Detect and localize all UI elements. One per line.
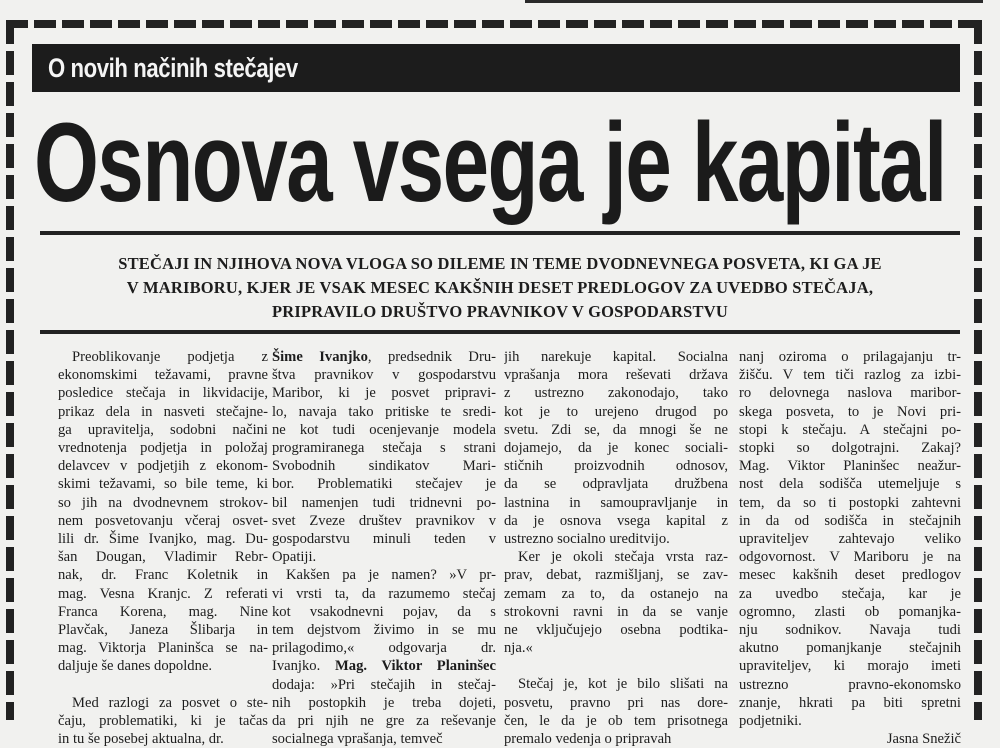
- body-line: in tu še posebej aktualna, dr.: [58, 731, 224, 748]
- body-line: zemam za to, da ostanejo na: [504, 585, 728, 602]
- body-line: posledice stečaja in likvidacije,: [58, 385, 268, 402]
- paragraph-gap: [504, 657, 728, 675]
- body-line: lo, navaja tako pritiske te sredi-: [272, 403, 496, 420]
- body-line: skega posveta, to je Novi pri-: [739, 403, 961, 420]
- body-line: dojamejo, da je konec sociali-: [504, 440, 728, 457]
- frame-dashed-border-top: [6, 20, 982, 28]
- body-line: vi vrsti ta, da razumemo stečaj: [272, 585, 496, 602]
- body-line: da pri njih ne gre za reševanje: [272, 713, 496, 730]
- kicker-banner: [32, 44, 960, 92]
- body-line: nost dela sodišča utemeljuje s: [739, 476, 961, 493]
- body-line: tem dejstvom živimo in se mu: [272, 622, 496, 639]
- paragraph-gap: [58, 676, 268, 694]
- body-line: vrednotenja podjetja in položaj: [58, 440, 268, 457]
- body-line: lastnina in samoupravljanje in: [504, 494, 728, 511]
- body-line: mag. Viktorja Planinšca se na-: [58, 640, 268, 657]
- deck-rule: [40, 330, 960, 334]
- body-line: šan Dougan, Vladimir Rebr-: [58, 549, 268, 566]
- body-line: posvetu, pravno pri nas dore-: [504, 694, 728, 711]
- body-line: z ustrezno zakonodajo, tako: [504, 385, 728, 402]
- article-body: [58, 348, 968, 748]
- body-line: ogromno, zlasti ob pomanjka-: [739, 603, 961, 620]
- deck-line: PRIPRAVILO DRUŠTVO PRAVNIKOV V GOSPODARSTVU: [272, 302, 728, 321]
- body-line: strokovni ravni in da se vanje: [504, 603, 728, 620]
- body-line: čen, le da je ob tem prisotnega: [504, 712, 728, 729]
- body-line: ustrezno pravno-ekonomsko: [739, 676, 961, 693]
- body-line: kot vsakodnevni pojav, da s: [272, 603, 496, 620]
- body-line: nih postopkih je treba dojeti,: [272, 694, 496, 711]
- body-line: daljuje še danes dopoldne.: [58, 658, 213, 675]
- frame-dashed-border-right: [974, 20, 982, 720]
- body-line: Mag. Viktor Planinšec neažur-: [739, 458, 961, 475]
- headline-text: Osnova vsega je kapital: [34, 100, 946, 225]
- body-line: premalo vedenja o pripravah: [504, 731, 672, 748]
- body-line: prilagodimo,« odgovarja dr.: [272, 640, 496, 657]
- body-line: Maribor, ki je posvet pripravi-: [272, 385, 496, 402]
- body-line: Opatiji.: [272, 549, 317, 566]
- body-line: ne kot tudi ocenjevanje modela: [272, 421, 496, 438]
- body-line: žišču. V tem tiči razlog za izbi-: [739, 367, 961, 384]
- bold-name: Mag. Viktor Planinšec: [335, 658, 496, 675]
- body-line: podjetniki.: [739, 713, 802, 730]
- body-column-1: [58, 348, 268, 748]
- body-line: ro delovnega naslova maribor-: [739, 385, 961, 402]
- body-line: prav, debat, razmišljanj, se zav-: [504, 567, 728, 584]
- body-line: in da od sodišča in stečajnih: [739, 512, 961, 529]
- body-line: mesec kakšnih deset predlogov: [739, 567, 961, 584]
- body-line: za uvedbo stečaja, kar je: [739, 585, 961, 602]
- body-line: prikaz dela in nasveti stečajne-: [58, 403, 268, 420]
- top-rule: [525, 0, 983, 3]
- body-line: nem posvetovanju včeraj osvet-: [58, 512, 268, 529]
- frame-dashed-border-left: [6, 20, 14, 720]
- body-column-2: [272, 348, 496, 748]
- body-line: vprašanja mora reševati država: [504, 367, 728, 384]
- body-line: Franca Korena, mag. Nine: [58, 603, 268, 620]
- body-line: Ivanjko. Mag. Viktor Planinšec: [272, 658, 496, 675]
- body-line: Svobodnih sindikatov Mari-: [272, 458, 496, 475]
- body-column-3: [504, 348, 728, 748]
- body-line: odgovornost. V Mariboru je na: [739, 549, 961, 566]
- deck: [40, 252, 960, 324]
- body-line: upraviteljev, ki morajo imeti: [739, 658, 961, 675]
- bold-name: Šime Ivanjko: [272, 349, 368, 365]
- body-line: programiranega stečaja s strani: [272, 440, 496, 457]
- body-line: upraviteljev zahtevajo veliko: [739, 531, 961, 548]
- body-line: Ker je okoli stečaja vrsta raz-: [518, 549, 728, 566]
- body-line: lili dr. Šime Ivanjko, mag. Du-: [58, 531, 268, 548]
- body-line: da se odpravljata družbena: [504, 476, 728, 493]
- body-line: da je osnova vsega kapital z: [504, 512, 728, 529]
- body-line: stičnih proizvodnih odnosov,: [504, 458, 728, 475]
- deck-line: STEČAJI IN NJIHOVA NOVA VLOGA SO DILEME IN TEME DVODNEVNEGA POSVETA, KI GA JE: [118, 254, 882, 273]
- body-line: kot je to urejeno drugod po: [504, 403, 728, 420]
- body-line: štva pravnikov v gospodarstvu: [272, 367, 496, 384]
- body-line: dodaja: »Pri stečajih in stečaj-: [272, 676, 496, 693]
- body-line: delavcev v podjetjih z ekonom-: [58, 458, 268, 475]
- body-line: nanj oziroma o prilagajanju tr-: [739, 349, 961, 365]
- body-line: tem, da so ti postopki zahtevni: [739, 494, 961, 511]
- body-line: skimi težavami, so bile teme, ki: [58, 476, 268, 493]
- author-byline: Jasna Snežič: [886, 731, 961, 748]
- body-line: znanje, hkrati pa biti spretni: [739, 694, 961, 711]
- kicker-text: O novih načinih stečajev: [48, 52, 298, 83]
- body-line: ekonomskimi težavami, pravne: [58, 367, 268, 384]
- body-line: nju sodnikov. Navaja tudi: [739, 622, 961, 639]
- body-column-4: [739, 348, 961, 748]
- body-line: nja.«: [504, 640, 533, 657]
- body-line: nak, dr. Franc Koletnik in: [58, 567, 268, 584]
- body-line: gospodarstvu minuli teden v: [272, 531, 496, 548]
- headline: [34, 98, 964, 228]
- body-line: svetu. Zdi se, da mnogi še ne: [504, 421, 728, 438]
- body-line: Šime Ivanjko, predsednik Dru-: [272, 349, 496, 365]
- body-line: bil namenjen tudi tridnevni po-: [272, 494, 496, 511]
- body-line: socialnega vprašanja, temveč: [272, 731, 443, 748]
- body-line: so jih na dvodnevnem strokov-: [58, 494, 268, 511]
- body-line: Stečaj je, kot je bilo slišati na: [518, 676, 728, 693]
- body-line: mag. Vesna Kranjc. Z referati: [58, 585, 268, 602]
- body-line: svet Zveze društev pravnikov v: [272, 512, 496, 529]
- body-line: čaju, problematiki, ki je tačas: [58, 712, 268, 729]
- headline-rule: [40, 231, 960, 235]
- body-line: akutno pomanjkanje stečajnih: [739, 640, 961, 657]
- body-line: Med razlogi za posvet o ste-: [72, 694, 268, 711]
- deck-line: V MARIBORU, KJER JE VSAK MESEC KAKŠNIH DESET PREDLOGOV ZA UVEDBO STEČAJA,: [126, 278, 874, 297]
- body-line: Preoblikovanje podjetja z: [72, 349, 268, 365]
- body-line: ne vključujejo osebna podtika-: [504, 622, 728, 639]
- body-line: jih narekuje kapital. Socialna: [504, 349, 728, 365]
- body-line: stopi k stečaju. A stečajni po-: [739, 421, 961, 438]
- body-line: bor. Problematiki stečajev je: [272, 476, 496, 493]
- body-line: ga upravitelja, sodobni načini: [58, 421, 268, 438]
- body-line: stopki so dolgotrajni. Zakaj?: [739, 440, 961, 457]
- body-line: Kakšen pa je namen? »V pr-: [286, 567, 496, 584]
- body-line: Plavčak, Janeza Šlibarja in: [58, 622, 268, 639]
- body-line: ustrezno socialno ureditvijo.: [504, 531, 670, 548]
